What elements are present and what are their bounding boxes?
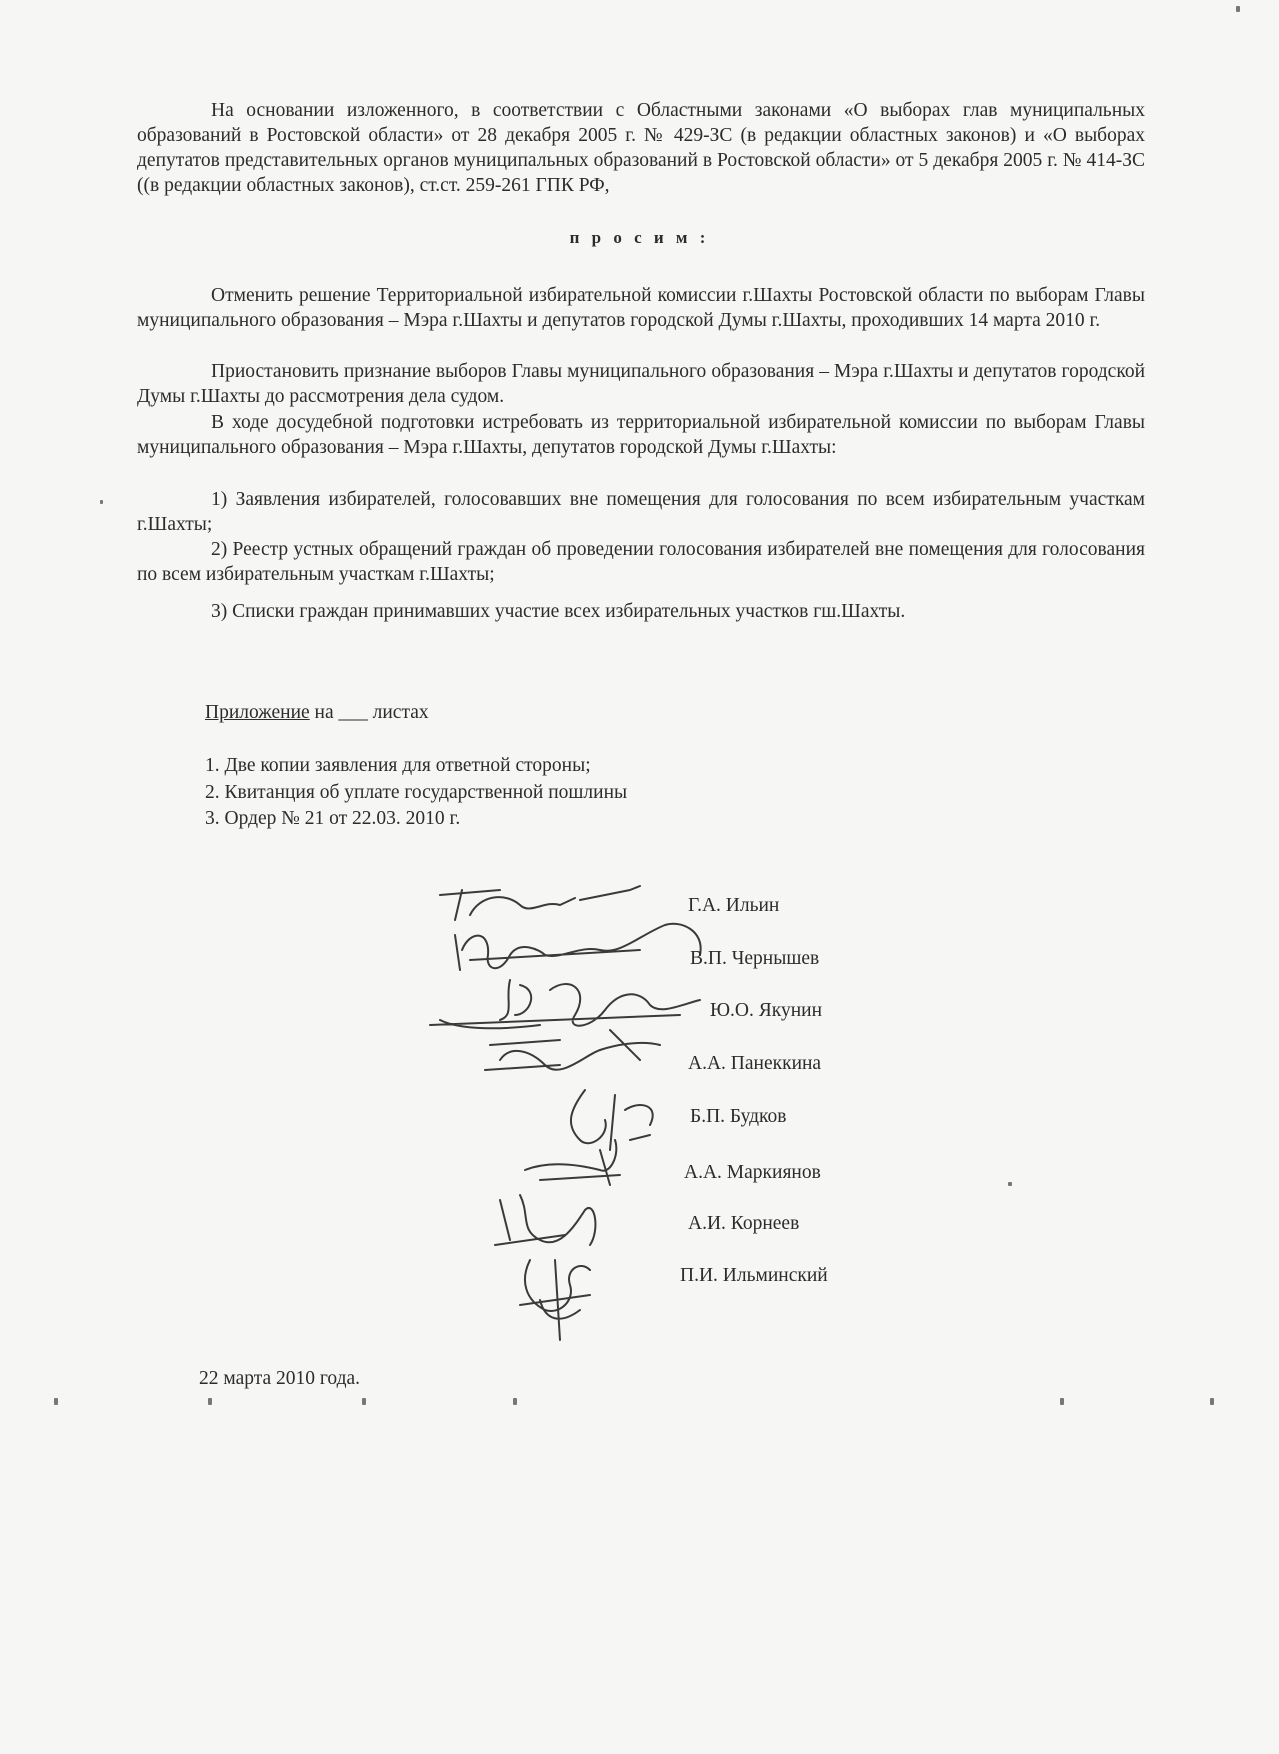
signer-name: Г.А. Ильин bbox=[688, 895, 780, 916]
attachment-item: 2. Квитанция об уплате государственной пошлины bbox=[205, 782, 628, 803]
scan-artifact bbox=[362, 1398, 366, 1405]
signer-name: Ю.О. Якунин bbox=[710, 1000, 823, 1021]
signature-ilyin bbox=[440, 886, 640, 920]
signer-name: В.П. Чернышев bbox=[690, 948, 820, 969]
attachments-title-underlined: Приложение bbox=[205, 702, 310, 723]
request-heading: п р о с и м : bbox=[569, 228, 710, 247]
demand-2: 2) Реестр устных обращений граждан об проведении голосования избирателей вне помещения для голосования по всем избирательным участкам г.Шахты; bbox=[137, 539, 1145, 585]
request-1: Отменить решение Территориальной избирательной комиссии г.Шахты Ростовской области по выборам Главы муниципального образования – Мэра г.Шахты и депутатов городской Думы г.Шахты, проходивших 14 марта 2010 г. bbox=[137, 285, 1145, 331]
scan-artifact bbox=[1210, 1398, 1214, 1405]
signature-budkov bbox=[571, 1090, 653, 1150]
scan-artifact bbox=[54, 1398, 58, 1405]
signature-korneev bbox=[495, 1195, 595, 1245]
demand-3: 3) Списки граждан принимавших участие всех избирательных участков гш.Шахты. bbox=[211, 601, 906, 622]
scan-artifact bbox=[1008, 1182, 1012, 1186]
signer-name: А.А. Маркиянов bbox=[684, 1162, 821, 1183]
attachments-title-rest: на ___ листах bbox=[309, 702, 429, 723]
signature-markiyanov bbox=[525, 1140, 620, 1185]
demand-1: 1) Заявления избирателей, голосовавших вне помещения для голосования по всем избирательным участкам г.Шахты; bbox=[137, 489, 1145, 535]
signer-name: П.И. Ильминский bbox=[680, 1265, 828, 1286]
scan-artifact bbox=[1060, 1398, 1064, 1405]
request-2: Приостановить признание выборов Главы муниципального образования – Мэра г.Шахты и депутатов городской Думы г.Шахты до рассмотрения дела судом. bbox=[137, 361, 1145, 407]
signer-name: А.И. Корнеев bbox=[688, 1213, 800, 1234]
signer-name: Б.П. Будков bbox=[690, 1106, 787, 1127]
scan-artifact bbox=[208, 1398, 212, 1405]
scan-artifact bbox=[1236, 6, 1240, 12]
signature-ilminsky bbox=[520, 1260, 590, 1340]
request-3: В ходе досудебной подготовки истребовать из территориальной избирательной комиссии по выборам Главы муниципального образования – Мэра г.Шахты, депутатов городской Думы г.Шахты: bbox=[137, 412, 1145, 458]
scan-artifact bbox=[513, 1398, 517, 1405]
scan-artifact bbox=[100, 500, 103, 504]
signature-chernyshev bbox=[455, 924, 701, 970]
signer-name: А.А. Панеккина bbox=[688, 1053, 822, 1074]
document-date: 22 марта 2010 года. bbox=[199, 1368, 361, 1389]
attachment-item: 3. Ордер № 21 от 22.03. 2010 г. bbox=[205, 808, 461, 829]
intro-paragraph: На основании изложенного, в соответствии с Областными законами «О выборах глав муниципальных образований в Ростовской области» от 28 декабря 2005 г. № 429-ЗС (в редакции областных законов) и «О выборах депутатов представительных органов муниципальных образований в Ростовской области» от 5 декабря 2005 г. № 414-ЗС ((в редакции областных законов), ст.ст. 259-261 ГПК РФ, bbox=[137, 100, 1145, 196]
signature-panekkina bbox=[485, 1030, 660, 1070]
signature-yakunin bbox=[430, 980, 700, 1028]
attachment-item: 1. Две копии заявления для ответной стороны; bbox=[205, 755, 591, 776]
